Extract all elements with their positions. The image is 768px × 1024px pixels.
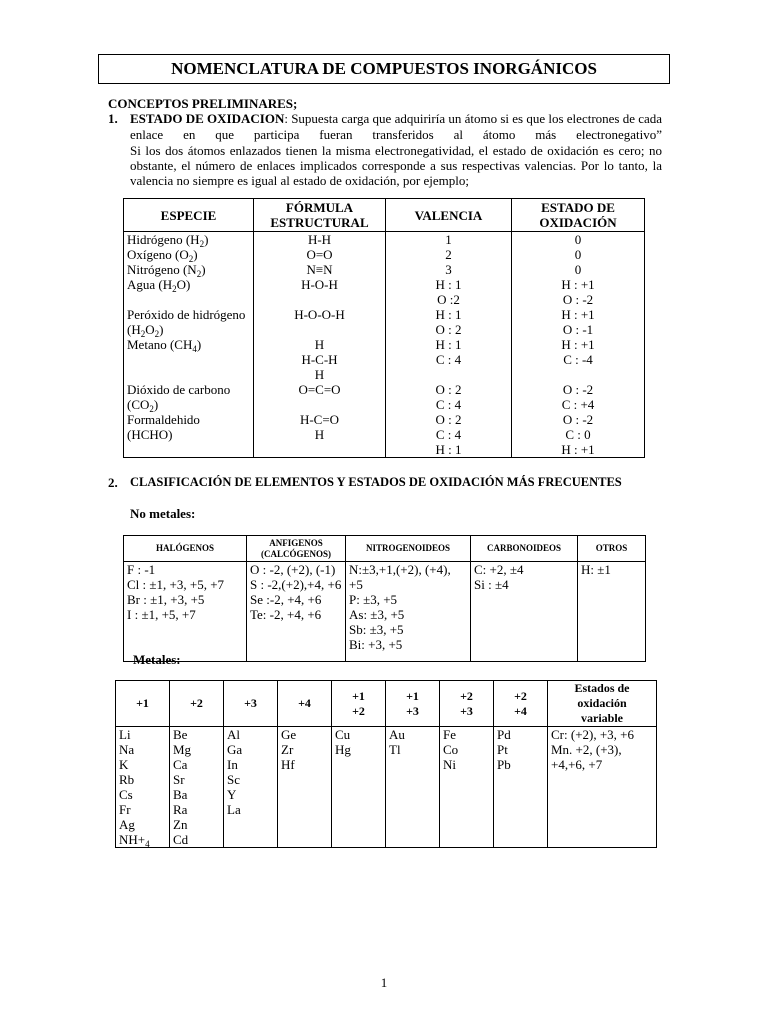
metales-label: Metales: [133,652,181,667]
cell-plus1 [116,727,170,848]
table-row [124,382,645,412]
cell-valencia: O : 2 C : 4 [386,382,512,412]
cell-halogenos: F : -1 Cl : ±1, +3, +5, +7 Br : ±1, +3, +5 I : ±1, +5, +7 [124,562,247,662]
cell-plus1-list: Li Na K Rb Cs Fr Ag [119,727,135,832]
cell-especie [124,382,254,412]
especie-subscript: 2 [172,284,177,294]
header-plus1: +1 [116,681,170,727]
cell-carbonoideos: C: +2, ±4 Si : ±4 [471,562,578,662]
header-valencia: VALENCIA [386,199,512,232]
header-especie: ESPECIE [124,199,254,232]
table-header-row [124,536,646,562]
cell-formula: H-C=O H [254,412,386,458]
cell-formula: H-O-O-H [254,307,386,337]
header-plus2-plus3: +2 +3 [440,681,494,727]
especie-text-after: ) [159,322,164,337]
especie-text: Agua (H [127,277,173,292]
cell-valencia: 1 [386,232,512,248]
item1-number: 1. [108,111,118,126]
header-formula: FÓRMULA ESTRUCTURAL [254,199,386,232]
cell-formula: H H-C-H H [254,337,386,382]
especie-text: Peróxido de hidrógeno (H [127,307,246,337]
cell-especie [124,277,254,307]
cell-especie [124,337,254,382]
cell-otros: H: ±1 [578,562,646,662]
cell-valencia: O : 2 C : 4 H : 1 [386,412,512,458]
ammonium-base: NH+ [119,832,146,847]
item1-line2: enlace en que participa fueran transferidos al átomo más electronegativo” [130,127,662,142]
item1-term: ESTADO DE OXIDACION [130,111,285,126]
header-estado: ESTADO DE OXIDACIÓN [512,199,645,232]
table-row [124,232,645,248]
header-variable: Estados de oxidación variable [548,681,657,727]
especie-subscript: 2 [140,329,146,339]
table-row [124,307,645,337]
especie-text: Nitrógeno (N [127,262,197,277]
cell-estado: O : -2 C : +4 [512,382,645,412]
cell-especie [124,247,254,262]
especie-text-after: O) [176,277,191,292]
especie-subscript: 2 [149,404,154,414]
page-number: 1 [380,975,388,990]
cell-valencia: 2 [386,247,512,262]
especie-text-after: ) [201,262,206,277]
cell-anfigenos: O : -2, (+2), (-1) S : -2,(+2),+4, +6 Se :-2, +4, +6 Te: -2, +4, +6 [247,562,346,662]
header-plus3: +3 [224,681,278,727]
especie-subscript: 2 [196,269,202,279]
cell-estado: H : +1 C : -4 [512,337,645,382]
page-title: NOMENCLATURA DE COMPUESTOS INORGÁNICOS [98,54,670,84]
especie-subscript: 2 [199,239,205,249]
especie-text-after: ) [196,337,202,352]
cell-estado: H : +1 O : -2 [512,277,645,307]
item1-line5: valencia no siempre es igual al estado de oxidación, por ejemplo; [130,173,469,188]
cell-plus3: Al Ga In Sc Y La [224,727,278,848]
header-plus2-plus4: +2 +4 [494,681,548,727]
especie-text: Hidrógeno (H [127,232,200,247]
cell-plus1-plus2: Cu Hg [332,727,386,848]
cell-plus2-plus3: Fe Co Ni [440,727,494,848]
header-anfigenos: ANFIGENOS (CALCÓGENOS) [247,536,346,562]
section-heading: CONCEPTOS PRELIMINARES; [108,96,298,111]
oxidation-examples-table [123,198,645,458]
cell-formula: N≡N [254,262,386,277]
header-plus1-plus3: +1 +3 [386,681,440,727]
table-row [124,412,645,458]
cell-formula: H-H [254,232,386,248]
header-plus2: +2 [170,681,224,727]
especie-subscript: 2 [188,254,194,264]
cell-especie [124,232,254,248]
header-nitrogenoideos: NITROGENOIDEOS [346,536,471,562]
especie-text-after: ) [204,232,209,247]
especie-text-after: ) [153,397,159,412]
cell-formula: H-O-H [254,277,386,307]
item2-heading: CLASIFICACIÓN DE ELEMENTOS Y ESTADOS DE OXIDACIÓN MÁS FRECUENTES [130,475,622,489]
ammonium-subscript: 4 [145,839,150,849]
ammonium-formula [119,832,150,847]
cell-nitrogenoideos: N:±3,+1,(+2), (+4), +5 P: ±3, +5 As: ±3, +5 Sb: ±3, +5 Bi: +3, +5 [346,562,471,662]
header-plus1-plus2: +1 +2 [332,681,386,727]
item2-number: 2. [108,475,118,490]
table-row [124,262,645,277]
table-row [124,277,645,307]
especie-subscript: 4 [192,344,197,354]
cell-estado: O : -2 C : 0 H : +1 [512,412,645,458]
especie-subscript: 2 [154,329,160,339]
item1-line4: obstante, el número de enlaces implicados corresponde a sus respectivas valencias. Por lo tanto, la [130,158,662,173]
cell-estado: 0 [512,232,645,248]
cell-especie [124,307,254,337]
item1-line1-rest: : Supuesta carga que adquiriría un átomo si es que los electrones de cada [284,111,663,126]
cell-estado: 0 [512,247,645,262]
cell-formula: O=C=O [254,382,386,412]
cell-variable: Cr: (+2), +3, +6 Mn. +2, (+3), +4,+6, +7 [548,727,657,848]
cell-plus4: Ge Zr Hf [278,727,332,848]
especie-text: Oxígeno (O [127,247,189,262]
header-halogenos: HALÓGENOS [124,536,247,562]
no-metales-table [123,535,646,662]
cell-especie [124,412,254,458]
especie-text-after: O [145,322,155,337]
table-header-row [124,199,645,232]
cell-valencia: 3 [386,262,512,277]
especie-text-after: ) [193,247,198,262]
cell-plus1-plus3: Au Tl [386,727,440,848]
header-carbonoideos: CARBONOIDEOS [471,536,578,562]
header-otros: OTROS [578,536,646,562]
item1-line3: Si los dos átomos enlazados tienen la misma electronegatividad, el estado de oxidación es cero; no [130,143,662,158]
cell-valencia: H : 1 O :2 [386,277,512,307]
cell-estado: H : +1 O : -1 [512,307,645,337]
table-row [124,247,645,262]
table-header-row [116,681,657,727]
especie-text: Dióxido de carbono (CO [127,382,231,412]
especie-text: Metano (CH [127,337,193,352]
cell-plus2-plus4: Pd Pt Pb [494,727,548,848]
table-row [124,337,645,382]
table-row [124,562,646,662]
item1-line1 [130,111,662,126]
cell-especie [124,262,254,277]
especie-text: Formaldehido (HCHO) [127,412,200,442]
cell-valencia: H : 1 C : 4 [386,337,512,382]
cell-plus2: Be Mg Ca Sr Ba Ra Zn Cd [170,727,224,848]
header-plus4: +4 [278,681,332,727]
cell-valencia: H : 1 O : 2 [386,307,512,337]
no-metales-label: No metales: [130,506,196,521]
metales-table [115,680,657,848]
table-row [116,727,657,848]
cell-estado: 0 [512,262,645,277]
cell-formula: O=O [254,247,386,262]
